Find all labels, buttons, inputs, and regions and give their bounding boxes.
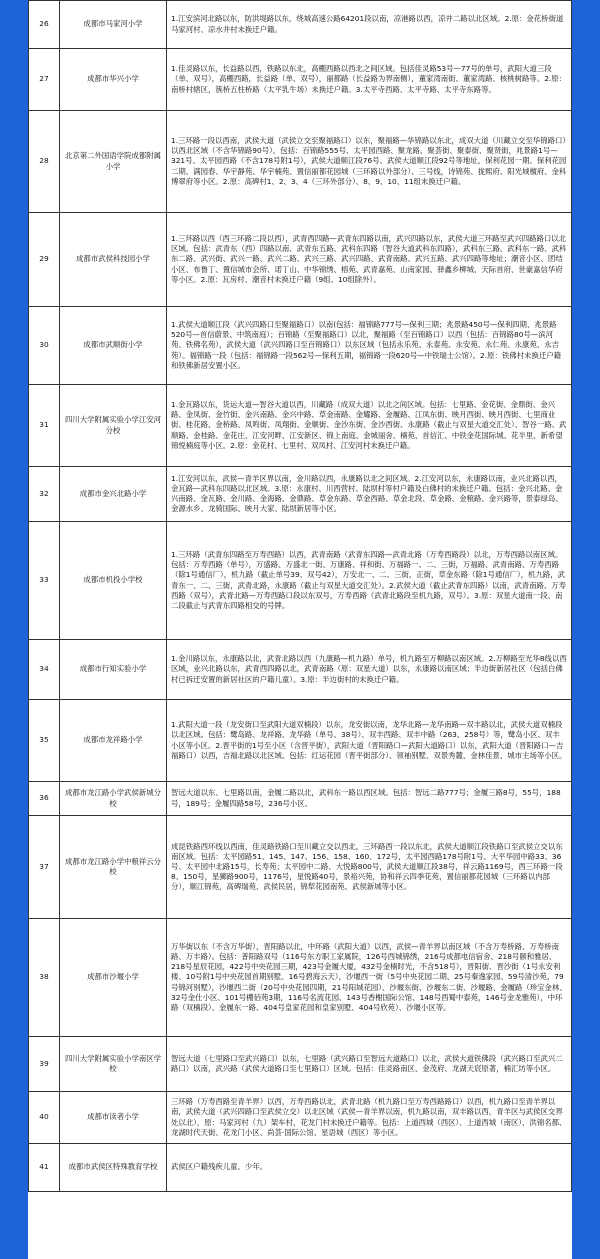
table-row <box>29 385 572 467</box>
row-number: 38 <box>29 919 60 1037</box>
row-number: 36 <box>29 782 60 816</box>
table-row <box>29 213 572 307</box>
admission-area: 1.武侯大道顺江段（武兴四路口至聚福路口）以南(包括：福锦路777号—保利三期；兆景路450号—保利四期、兆景路520号—首信蔚景、中筑南庭）；百锦路（至聚福路口）以北，聚福路（至百锦路口）以西（包括：百锦路80号—滨河苑、铁佛名苑），武侯大道（武兴四路口至百锦路口）以东区域（包括永乐苑、永泰苑、永安苑、永仁苑、永康苑、永吉苑）。福锦路一段（包括：福锦路一段562号—保利五期，福锦路一段620号—中铁瑞士公馆）。2.原：铁佛村未换迁户籍和铁佛新居安置小区。 <box>167 307 572 385</box>
school-name: 成都市沙堰小学 <box>60 919 167 1037</box>
row-number: 31 <box>29 385 60 467</box>
school-name: 成都市武侯区特殊教育学校 <box>60 1144 167 1192</box>
school-name: 成都市机投小学校 <box>60 522 167 640</box>
admission-area: 1.金瓦路以东，货运大道—智谷大道以西，川藏路（成双大道）以北之间区域。包括：七里路、金花街、金鼎街、金兴路、金凤街、金竹街、金兴南路、金兴中路、草金南路、金耀路、金履路、江凤东街、映月西街、映月西街、七里商业街、桂花路、金桥路、凤鸣街、凤翔街、金顺街、金沙东街、金沙西街、永康路（截止与双星大道交汇处）、智谷一路、武顺路、金桂路、金花庄、江安河畔、江安新区、锦上南庭、金城丽舍、楠苑、首信汇、中铁金花国际城、花半里、新希望锦悦楠庭等小区。2.原：金花村、七里村、双凤村、江安河村未换迁户籍。 <box>167 385 572 467</box>
row-number: 35 <box>29 700 60 782</box>
table-row <box>29 640 572 700</box>
row-number: 37 <box>29 816 60 919</box>
row-number: 28 <box>29 111 60 213</box>
row-number: 32 <box>29 467 60 522</box>
admission-area-table <box>28 0 572 1192</box>
admission-area: 武侯区户籍残疾儿童、少年。 <box>167 1144 572 1192</box>
table-row <box>29 111 572 213</box>
school-name: 成都市武顺街小学 <box>60 307 167 385</box>
table-row <box>29 816 572 919</box>
row-number: 30 <box>29 307 60 385</box>
admission-area: 三环路（万寿西路至青羊界）以西，万寿西路以北，武青北路（机九路口至万寿西路路口）以西，机九路口至青羊界以南，武侯大道（武兴四路口至武侯立交）以北区域（武侯—青羊界以南，机九路以南，双丰路以西，青羊区与武侯区交界处以北），原：马家河村（九）架车村，花龙门村未换迁户籍等。包括：上道西城（西区）、上道西城（南区）、洪锦名都、龙湖时代天街、花龙门小区、尚荟·国际公馆、星语城（西区）等小区。 <box>167 1092 572 1144</box>
admission-area: 1.佳灵路以东，长益路以西，铁路以东北，高棚西路以西北之间区域。包括佳灵路53号—77号的单号，武阳大道三段（单、双号），高棚西路，长益路（单、双号），丽都路（长益路为界南侧），董家湾南街、董家湾路、核桃树路等。2.原：南桥村辖区，簇桥五柱桥路（太平乳牛场）未换迁户籍。3.太平寺西路、太平寺路、太平寺东路等。 <box>167 49 572 111</box>
school-name: 成都市龙祥路小学 <box>60 700 167 782</box>
school-name: 成都市马家河小学 <box>60 1 167 49</box>
admission-area: 1.三环路一段以西南，武侯大道（武侯立交至聚福路口）以东，聚福路—华锦路以东北，成双大道（川藏立交至华锦路口）以西北区域（不含华锦路90号）。包括：百锦路555号、太平园西路、聚龙路、聚荟街、聚泰街、聚贤街，兆景路1号—321号、太平园西路（不含178号附1号），武侯大道顺江段76号、武侯大道顺江段92号等地址，保利花园一期、保利花园二期、满园春、华宇静苑、华宇楠苑、置信丽都花园城（三环路以外部分）、三号线，诗锦苑、拢熙府、阳光城檀府、金科博翠府等小区。2.原：高碑村1、2、3、4（三环外部分）、8、9、10、11组未换迁户籍。 <box>167 111 572 213</box>
admission-area: 成昆铁路西环线以西南，佳灵路铁路口至川藏立交以西北，三环路西一段以东北，武侯大道顺江段铁路口至武侯立交以东南区域。包括：太平园路51、145、147、156、158、160、172号，太平园西路178号附1号、大平华园中路33、36号、太平园中北路15号，长寿苑；太平园中二路、大悦路800号，武侯大道顺江段38号，祥云路1169号，西三环路一段8、150号，星狮路900号，1176号，星悦路40号，景裕兴苑，协和祥云四季花苑，置信丽都花园城（三环路以内部分），顺江锦苑，高碑瑞苑、武侯民居，锦犁花园南苑、武侯新城等小区。 <box>167 816 572 919</box>
school-name: 成都市金兴北路小学 <box>60 467 167 522</box>
table-row <box>29 467 572 522</box>
admission-area: 万华街以东（不含万华街），晋阳路以北，中环路（武阳大道）以西，武侯—青羊界以南区域（不含万寿桥路、万寿桥南路、万丰路）。包括：普阳路双号（116号东方职工家属院，126号西城锦绣，216号成都电信宿舍、218号颐和雅居、218号星辰花园，422号中央花园三期，423号金履大厦，432号金楠时光，不含518号），晋阳街、晋沙街（1号永安利楼、10号附1号中央花园首期别墅、16号碧海云天），沙堰西一街（5号中央花园二期、25号秦逸家园、59号清沙苑，79号锦河别墅），沙堰西二街（20号中央花园四期，21号阳城花园）、沙堰东街、沙堰东二街、沙堰路、金履路（珍宝金林、32号金仕小区、101号棚佰苑3期，116号名流花园、143号香榭国际公馆、148号西蜀中泰苑，146号金龙雅苑），中环路（双楠段）、金履东一路、404号皇家花园和皇家别墅、404号欣苑）、沙堰小区等。 <box>167 919 572 1037</box>
school-name: 成都市华兴小学 <box>60 49 167 111</box>
table-row <box>29 1037 572 1092</box>
table-row <box>29 522 572 640</box>
table-row <box>29 782 572 816</box>
table-row <box>29 307 572 385</box>
school-name: 成都市龙江路小学武侯新城分校 <box>60 782 167 816</box>
row-number: 29 <box>29 213 60 307</box>
table-row <box>29 1092 572 1144</box>
table-row <box>29 1 572 49</box>
school-name: 成都市武侯科技园小学 <box>60 213 167 307</box>
page-sheet <box>28 0 572 1259</box>
table-body <box>29 1 572 1192</box>
admission-area: 1.三环路（武青东四路至万寿西路）以西，武青南路（武青东四路—武青北路（万寿西路段）以北，万寿西路以南区域。包括：万寿西路（单号），万盛路、万盛北一街、万康路、祥和街、万福路一、二、三街，万福路、武青南路、万寿西路（除1号通信厂），机九路（截止单号39、双号42），万安北一、二、三街，正街，草金东路（除1号通信厂），机九路，武青东一、二、三街，武青北路，永康路（截止与双星大道交汇处）。2.武侯大道（截止武青东四路）以南，武青南路、万寿西路（双号），武青北路—万寿西路口段以东双号，万寿西路（武青北路段至机九路，双号）。3.原：双星大道南一段、南二段截止与武青东四路相交的号牌。 <box>167 522 572 640</box>
table-row <box>29 1144 572 1192</box>
admission-area: 1.金川路以东，永康路以北，武青北路以西（九康路—机九路）单号，机九路至万柳路以南区域。2.万柳路至光华8线以西区域，业兴北路以东，武青西四路以北，武青南路（原：双星大道）以东，永康路以南区域；半边街新居社区（包括白佛村已拆迁安置的新居社区的户籍儿童）。3.原：半边街村的未换迁户籍。 <box>167 640 572 700</box>
school-name: 四川大学附属实验小学江安河分校 <box>60 385 167 467</box>
admission-area: 1.江安河以东，武侯—青羊区界以南，金川路以西，永康路以北之间区域。2.江安河以东，永康路以南，业兴北路以西，金瓦路—武科东四路以北区域。3.原：永康村、川西营村、陆坝村等村户籍及白佛村的未换迁户籍。包括：金兴北路、金兴南路、金瓦路、金川路、金海路、金鼎路、草金东路、草金西路、草金北段、草金路、金粮路、金兴路等，景泰绿岛、金源水乡、龙骑国际、映月大家、陆坝新居等小区。 <box>167 467 572 522</box>
admission-area: 智远大道以东、七里路以南，金履二路以北，武科东一路以西区域。包括：智远二路777号；金履三路8号，55号，188号，189号；金履四路58号，236号小区。 <box>167 782 572 816</box>
admission-area: 1.武阳大道一段（龙安街口至武阳大道双楠段）以东，龙安街以南，龙华北路—龙华南路—双丰路以北，武侯大道双楠段以北区域。包括：鹭岛路、龙祥路、龙华路（单号、38号）、双丰西路、双丰中路（263、258号）等，鹭岛小区、双丰小区等小区。2.晋平街的1号至小区（含晋平街），武阳大道（晋阳路口—武阳大道路口）以东，武阳大道（晋阳路口—吉福路口）以西，吉福北路以北区域。包括：红运花园（晋平街部分）、领袖别墅、双景秀麓、金林佳景、城市主场等小区。 <box>167 700 572 782</box>
school-name: 北京第二外国语学院成都附属小学 <box>60 111 167 213</box>
admission-area: 智远大道（七里路口至武兴路口）以东，七里路（武兴路口至智远大道路口）以北，武侯大道铁佛段（武兴路口至武兴二路口）以南，武兴路（武侯大道路口至七里路口）区域。包括：佳灵路南区、金茂府、龙湖天宸原著，楠汇坊等小区。 <box>167 1037 572 1092</box>
school-name: 四川大学附属实验小学南区学校 <box>60 1037 167 1092</box>
school-name: 成都市龙江路小学中粮祥云分校 <box>60 816 167 919</box>
row-number: 41 <box>29 1144 60 1192</box>
admission-area: 1.江安滨河北路以东，防洪堤路以东，绕城高速公路64201段以南，凉港路以西，凉井二路以北区域。2.原：金花桥街道马家河村、凉水井村未换迁户籍。 <box>167 1 572 49</box>
school-name: 成都市行知实验小学 <box>60 640 167 700</box>
row-number: 27 <box>29 49 60 111</box>
admission-area: 1.三环路以西（西三环路二段以西），武青西四路—武青东四路以南，武兴四路以东，武侯大道三环路至武兴四路路口以北区域。包括：武青东（西）四路以南、武青东五路、武科东四路（智谷大道武科东四路），武科东三路、武科东一路、武科东二路、武兴街、武兴一路、武兴二路、武兴三路、武兴四路、武青南路、武兴五路、武兴四路等地址；潮音小区、团结小区、布鲁丁、置信城市会所、诺丁山、中华锦绣、榕苑、武青嘉苑、山南家园、驿鑫乡柳城、天际首府、世豪嘉信华府等小区。2.原：瓦房村、潮音村未换迁户籍（9组、10组除外）。 <box>167 213 572 307</box>
table-row <box>29 49 572 111</box>
row-number: 34 <box>29 640 60 700</box>
table-row <box>29 700 572 782</box>
table-row <box>29 919 572 1037</box>
school-name: 成都市读者小学 <box>60 1092 167 1144</box>
row-number: 39 <box>29 1037 60 1092</box>
row-number: 40 <box>29 1092 60 1144</box>
row-number: 33 <box>29 522 60 640</box>
row-number: 26 <box>29 1 60 49</box>
